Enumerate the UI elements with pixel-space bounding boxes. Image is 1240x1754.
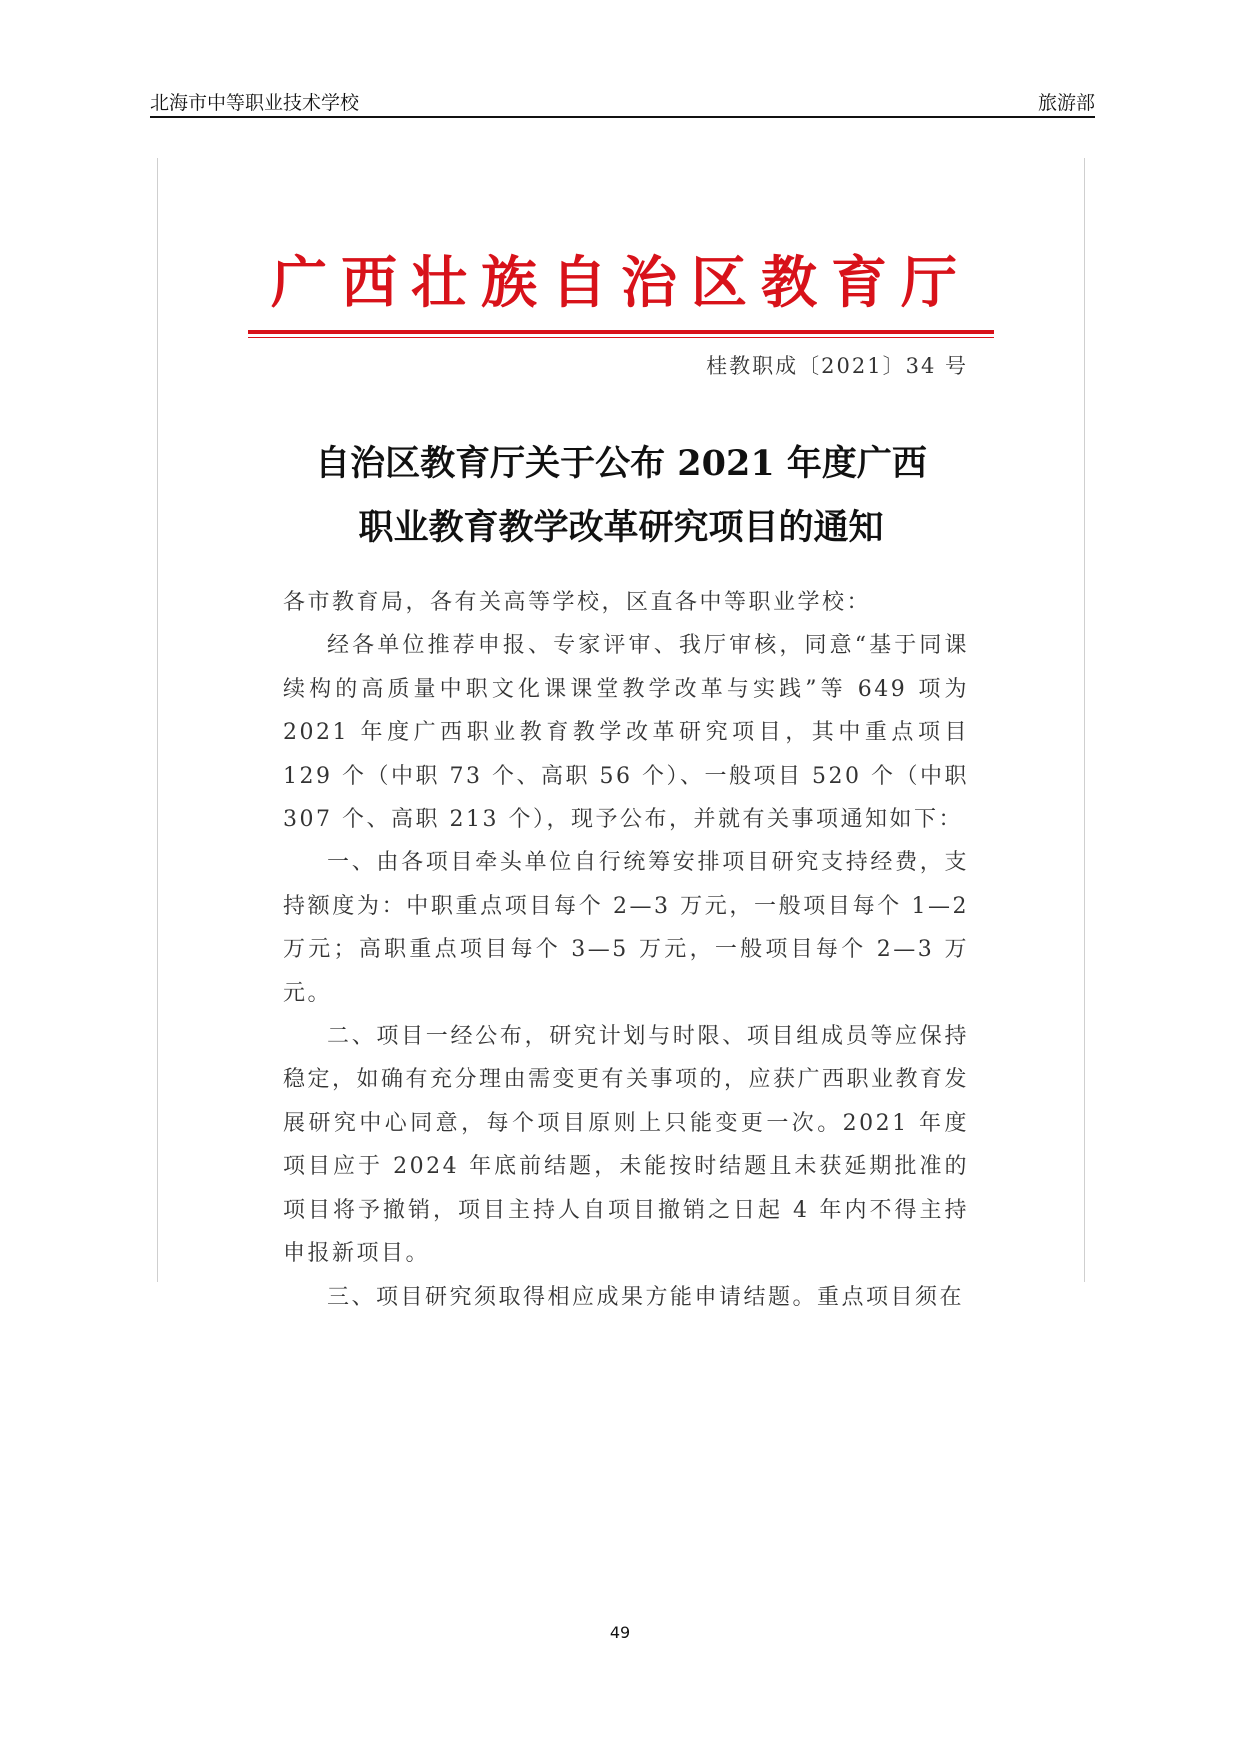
document-title-line-1: 自治区教育厅关于公布 2021 年度广西 bbox=[315, 443, 927, 484]
body-paragraph-changes: 二、项目一经公布，研究计划与时限、项目组成员等应保持稳定，如确有充分理由需变更有关事项的，应获广西职业教育发展研究中心同意，每个项目原则上只能变更一次。2021 年度项目应于 2024 年底前结题，未能按时结题且未获延期批准的项目将予撤销，项目主持人自项目撤销之日起 4 年内不得主持申报新项目。 bbox=[283, 1024, 970, 1267]
document-title bbox=[248, 432, 994, 560]
header-department: 旅游部 bbox=[1037, 92, 1095, 114]
red-header-rule bbox=[248, 330, 994, 334]
body-paragraph-intro: 经各单位推荐申报、专家评审、我厅审核，同意“基于同课续构的高质量中职文化课课堂教学改革与实践”等 649 项为 2021 年度广西职业教育教学改革研究项目，其中重点项目 129 个（中职 73 个、高职 56 个）、一般项目 520 个（中职 307 个、高职 213 个），现予公布，并就有关事项通知如下： bbox=[283, 633, 969, 833]
header-school-name: 北海市中等职业技术学校 bbox=[150, 92, 360, 114]
body-paragraph-funding: 一、由各项目牵头单位自行统筹安排项目研究支持经费，支持额度为：中职重点项目每个 2—3 万元，一般项目每个 1—2 万元；高职重点项目每个 3—5 万元，一般项目每个 2—3 万元。 bbox=[283, 850, 969, 1006]
body-paragraph-completion: 三、项目研究须取得相应成果方能申请结题。重点项目须在 bbox=[327, 1284, 965, 1310]
document-number: 桂教职成〔2021〕34 号 bbox=[706, 354, 968, 378]
document-title-line-2: 职业教育教学改革研究项目的通知 bbox=[358, 507, 884, 548]
page-header bbox=[150, 86, 1095, 118]
issuing-agency-title: 广西壮族自治区教育厅 bbox=[271, 250, 971, 316]
salutation: 各市教育局，各有关高等学校，区直各中等职业学校： bbox=[283, 590, 872, 615]
page-number: 49 bbox=[609, 1623, 631, 1642]
document-body bbox=[283, 581, 969, 1319]
red-header-rule-thin bbox=[248, 337, 994, 338]
